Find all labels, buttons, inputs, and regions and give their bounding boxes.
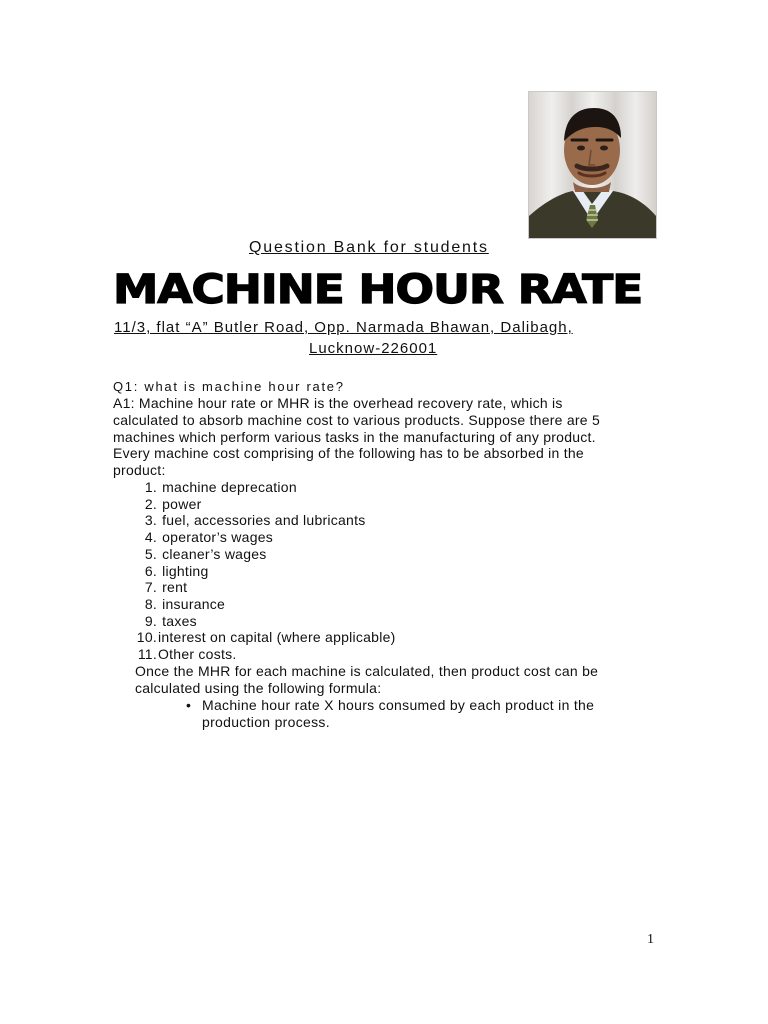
cost-list	[113, 479, 653, 663]
formula-bullet	[186, 697, 656, 731]
bullet-text	[202, 697, 656, 731]
list-text: machine deprecation	[162, 479, 297, 495]
address-line-1: 11/3, flat “A” Butler Road, Opp. Narmada Bhawan, Dalibagh,	[114, 319, 573, 336]
list-text: lighting	[162, 562, 209, 579]
answer-line: A1: Machine hour rate or MHR is the overhead recovery rate, which is	[113, 395, 563, 411]
bullet-line: Machine hour rate X hours consumed by each product in the	[202, 697, 595, 713]
list-item	[113, 563, 653, 580]
question-text: Q1: what is machine hour rate?	[113, 379, 345, 394]
address-line-2: Lucknow-226001	[309, 340, 438, 357]
list-number: 4.	[144, 529, 157, 546]
formula-intro-line: calculated using the following formula:	[135, 680, 382, 696]
list-text: taxes	[162, 612, 197, 629]
list-number: 11.	[137, 646, 157, 663]
list-number: 2.	[144, 495, 157, 512]
list-number: 6.	[144, 562, 157, 579]
list-text: interest on capital (where applicable)	[158, 629, 396, 646]
list-number: 3.	[144, 512, 157, 529]
list-number: 1.	[144, 479, 157, 495]
list-number: 9.	[144, 612, 157, 629]
list-item	[113, 646, 653, 663]
list-item	[113, 546, 653, 563]
list-number: 8.	[144, 595, 157, 612]
answer-line: machines which perform various tasks in the manufacturing of any product.	[113, 428, 596, 445]
answer-line: product:	[113, 462, 166, 479]
list-number: 10.	[136, 629, 157, 646]
list-text: cleaner’s wages	[162, 545, 267, 562]
list-text: insurance	[162, 595, 226, 612]
formula-intro-line: Once the MHR for each machine is calculated, then product cost can be	[135, 663, 599, 679]
list-text: Other costs.	[158, 646, 237, 663]
list-text: power	[162, 495, 202, 512]
list-item	[113, 529, 653, 546]
bullet-icon: •	[186, 697, 192, 713]
document-subtitle: Question Bank for students	[249, 239, 489, 256]
bullet-line: production process.	[202, 714, 330, 730]
formula-intro	[135, 663, 645, 697]
list-number: 7.	[144, 579, 157, 596]
list-text: fuel, accessories and lubricants	[162, 512, 366, 529]
answer-line: Every machine cost comprising of the following has to be absorbed in the	[113, 445, 584, 462]
list-item	[113, 496, 653, 513]
answer-paragraph	[113, 395, 653, 479]
list-item	[113, 479, 653, 496]
list-text: rent	[162, 579, 188, 596]
list-text: operator’s wages	[162, 529, 274, 546]
answer-line: calculated to absorb machine cost to various products. Suppose there are 5	[113, 411, 600, 428]
list-item	[113, 629, 653, 646]
portrait-photo-icon	[528, 91, 657, 239]
list-item	[113, 596, 653, 613]
list-number: 5.	[144, 545, 157, 562]
page-number: 1	[647, 932, 654, 947]
list-item	[113, 579, 653, 596]
list-item	[113, 512, 653, 529]
list-item	[113, 613, 653, 630]
document-title: MACHINE HOUR RATE	[113, 267, 643, 313]
